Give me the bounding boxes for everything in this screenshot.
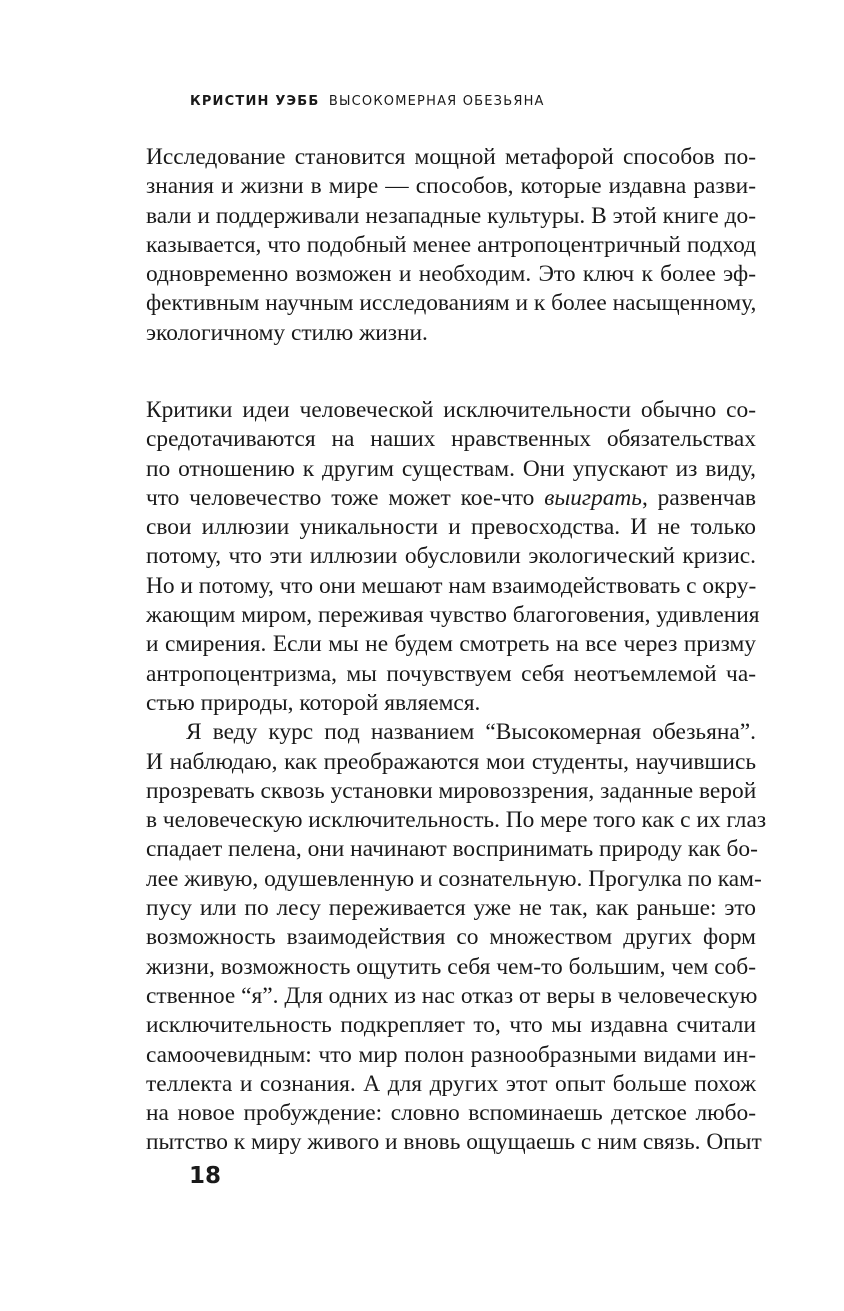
running-head-book-title: ВЫСОКОМЕРНАЯ ОБЕЗЬЯНА	[328, 94, 545, 109]
text-line: в человеческую исключительность. По мере того как с их глаз	[146, 807, 767, 834]
text-line: и смирения. Если мы не будем смотреть на все через призму	[146, 631, 756, 658]
italic-emphasis: выиграть	[544, 484, 642, 511]
text-line: одновременно возможен и необходим. Это ключ к более эф-	[146, 261, 756, 288]
text-line: казывается, что подобный менее антропоцентричный подход	[146, 231, 756, 258]
page-number: 18	[189, 1163, 222, 1189]
text-line: жающим миром, переживая чувство благоговения, удивления	[146, 602, 760, 629]
text-line: пытство к миру живого и вновь ощущаешь с ним связь. Опыт	[146, 1129, 762, 1156]
text-line: исключительность подкрепляет то, что мы издавна считали	[146, 1012, 756, 1039]
running-head-author: КРИСТИН УЭББ	[190, 94, 320, 109]
text-line: Но и потому, что они мешают нам взаимодействовать с окру-	[146, 572, 757, 599]
text-line-with-italic	[146, 484, 756, 513]
text-line: теллекта и сознания. А для других этот опыт больше похож	[146, 1070, 756, 1097]
text-line: пусу или по лесу переживается уже не так, как раньше: это	[146, 895, 756, 922]
text-line: жизни, возможность ощутить себя чем-то большим, чем соб-	[146, 953, 756, 980]
text-line: самоочевидным: что мир полон разнообразными видами ин-	[146, 1041, 756, 1068]
text-line: экологичному стилю жизни.	[146, 319, 428, 346]
text-line: стью природы, которой являемся.	[146, 689, 481, 716]
text-line: вали и поддерживали незападные культуры. В этой книге до-	[146, 202, 756, 229]
text-line: Исследование становится мощной метафорой способов по-	[146, 144, 756, 170]
paragraph-2	[146, 396, 767, 1158]
text-line: возможность взаимодействия со множеством других форм	[146, 924, 756, 951]
text-line: спадает пелена, они начинают воспринимать природу как бо-	[146, 836, 758, 863]
text-line: антропоцентризма, мы почувствуем себя неотъемлемой ча-	[146, 660, 756, 687]
running-head	[190, 94, 545, 109]
text-run: что человечество тоже может кое-что	[146, 484, 535, 511]
text-line: свои иллюзии уникальности и превосходства. И не только	[146, 514, 756, 541]
text-line: ственное “я”. Для одних из нас отказ от веры в человеческую	[146, 982, 758, 1009]
text-line: знания и жизни в мире — способов, которые издавна разви-	[146, 173, 756, 200]
text-line: Критики идеи человеческой исключительности обычно со-	[146, 397, 756, 423]
text-run: , развенчав	[641, 484, 756, 511]
paragraph-1	[146, 143, 756, 348]
text-line: средотачиваются на наших нравственных обязательствах	[146, 426, 756, 453]
text-line: лее живую, одушевленную и сознательную. Прогулка по кам-	[146, 865, 762, 892]
text-line: по отношению к другим существам. Они упускают из виду,	[146, 455, 756, 482]
text-line: фективным научным исследованиям и к более насыщенному,	[146, 290, 757, 317]
text-line: прозревать сквозь установки мировоззрения, заданные верой	[146, 777, 757, 804]
text-line: на новое пробуждение: словно вспоминаешь детское любо-	[146, 1100, 756, 1127]
text-line: Я веду курс под названием “Высокомерная обезьяна”.	[186, 719, 756, 746]
text-line: И наблюдаю, как преображаются мои студенты, научившись	[146, 748, 756, 775]
text-line: потому, что эти иллюзии обусловили экологический кризис.	[146, 543, 756, 570]
